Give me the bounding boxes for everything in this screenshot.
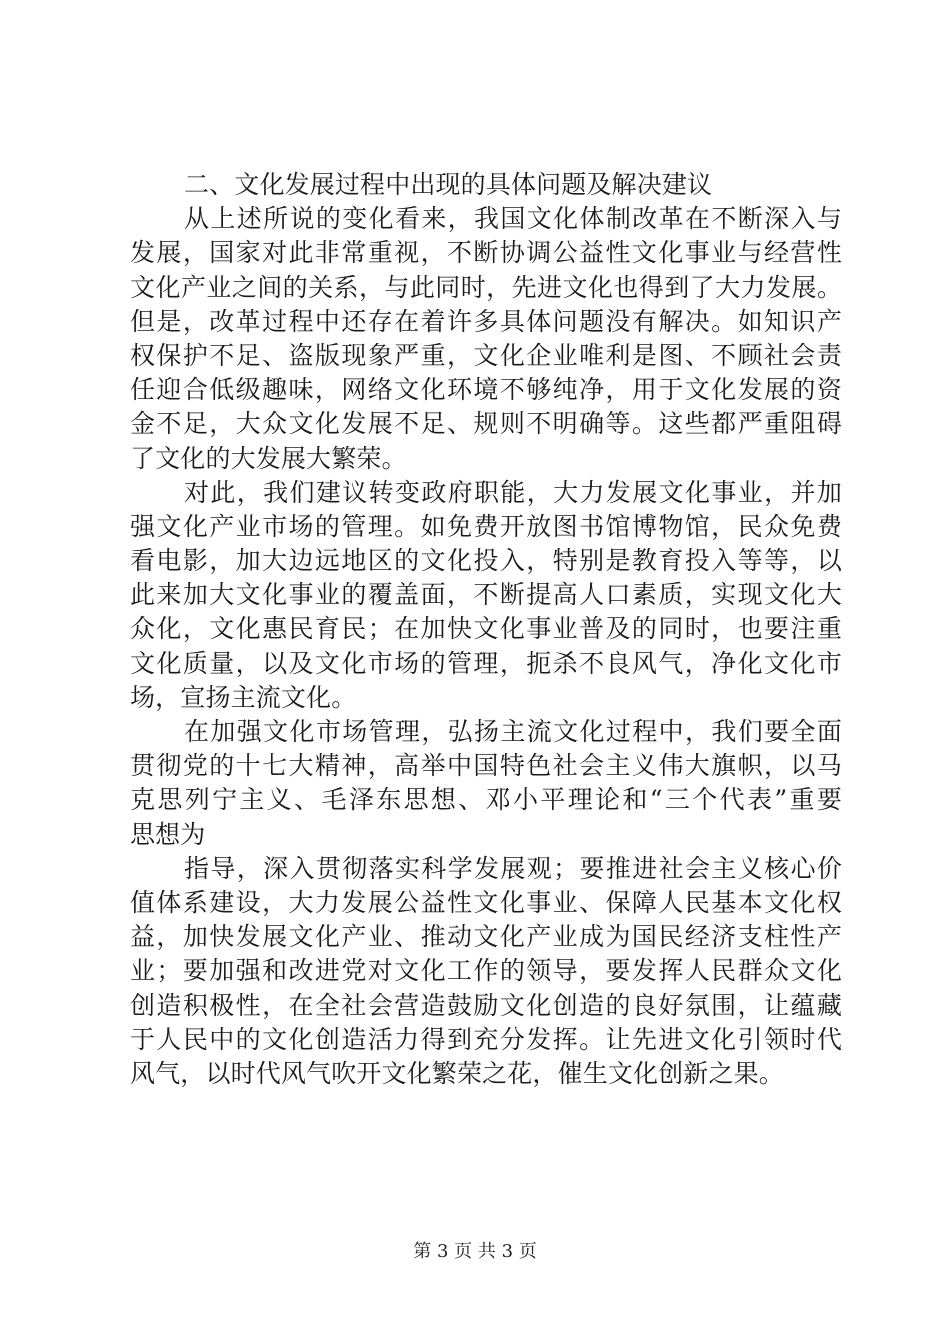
- paragraph-4-line-7: 风气，以时代风气吹开文化繁荣之花，催生文化创新之果。: [130, 1058, 784, 1088]
- section-heading: 二、文化发展过程中出现的具体问题及解决建议: [184, 170, 713, 199]
- paragraph-2-line-4: 此来加大文化事业的覆盖面，不断提高人口素质，实现文化大: [130, 580, 842, 610]
- paragraph-1-line-2: 发展，国家对此非常重视，不断协调公益性文化事业与经营性: [130, 238, 842, 268]
- paragraph-3-line-3: 克思列宁主义、毛泽东思想、邓小平理论和“三个代表”重要: [130, 785, 842, 815]
- paragraph-2-line-2: 强文化产业市场的管理。如免费开放图书馆博物馆，民众免费: [130, 511, 842, 541]
- paragraph-3-line-2: 贯彻党的十七大精神，高举中国特色社会主义伟大旗帜，以马: [130, 751, 842, 781]
- paragraph-4-line-4: 业；要加强和改进党对文化工作的领导，要发挥人民群众文化: [130, 956, 842, 986]
- paragraph-1-line-4: 但是，改革过程中还存在着许多具体问题没有解决。如知识产: [130, 306, 842, 336]
- paragraph-1-line-7: 金不足，大众文化发展不足、规则不明确等。这些都严重阻碍: [130, 409, 842, 439]
- paragraph-1-line-5: 权保护不足、盗版现象严重，文化企业唯利是图、不顾社会责: [130, 340, 842, 370]
- paragraph-2-line-3: 看电影，加大边远地区的文化投入，特别是教育投入等等，以: [130, 546, 842, 576]
- paragraph-2-line-5: 众化，文化惠民育民；在加快文化事业普及的同时，也要注重: [130, 614, 842, 644]
- paragraph-4-line-1: 指导，深入贯彻落实科学发展观；要推进社会主义核心价: [184, 853, 842, 883]
- paragraph-1-line-6: 任迎合低级趣味，网络文化环境不够纯净，用于文化发展的资: [130, 375, 842, 405]
- page-number-footer: 第 3 页 共 3 页: [413, 1241, 537, 1262]
- document-body: [130, 168, 842, 1091]
- paragraph-1-line-8: 了文化的大发展大繁荣。: [130, 443, 407, 473]
- paragraph-2-line-1: 对此，我们建议转变政府职能，大力发展文化事业，并加: [184, 477, 842, 507]
- paragraph-1-line-3: 文化产业之间的关系，与此同时，先进文化也得到了大力发展。: [130, 272, 842, 302]
- paragraph-4-line-5: 创造积极性，在全社会营造鼓励文化创造的良好氛围，让蕴藏: [130, 990, 842, 1020]
- paragraph-2-line-7: 场，宣扬主流文化。: [130, 682, 357, 712]
- paragraph-1-line-1: 从上述所说的变化看来，我国文化体制改革在不断深入与: [184, 204, 842, 234]
- paragraph-3-line-4: 思想为: [130, 819, 206, 849]
- paragraph-4-line-6: 于人民中的文化创造活力得到充分发挥。让先进文化引领时代: [130, 1024, 842, 1054]
- paragraph-4-line-2: 值体系建设，大力发展公益性文化事业、保障人民基本文化权: [130, 887, 842, 917]
- paragraph-3-line-1: 在加强文化市场管理，弘扬主流文化过程中，我们要全面: [184, 717, 842, 746]
- paragraph-2-line-6: 文化质量，以及文化市场的管理，扼杀不良风气，净化文化市: [130, 648, 842, 678]
- paragraph-4-line-3: 益，加快发展文化产业、推动文化产业成为国民经济支柱性产: [130, 922, 842, 952]
